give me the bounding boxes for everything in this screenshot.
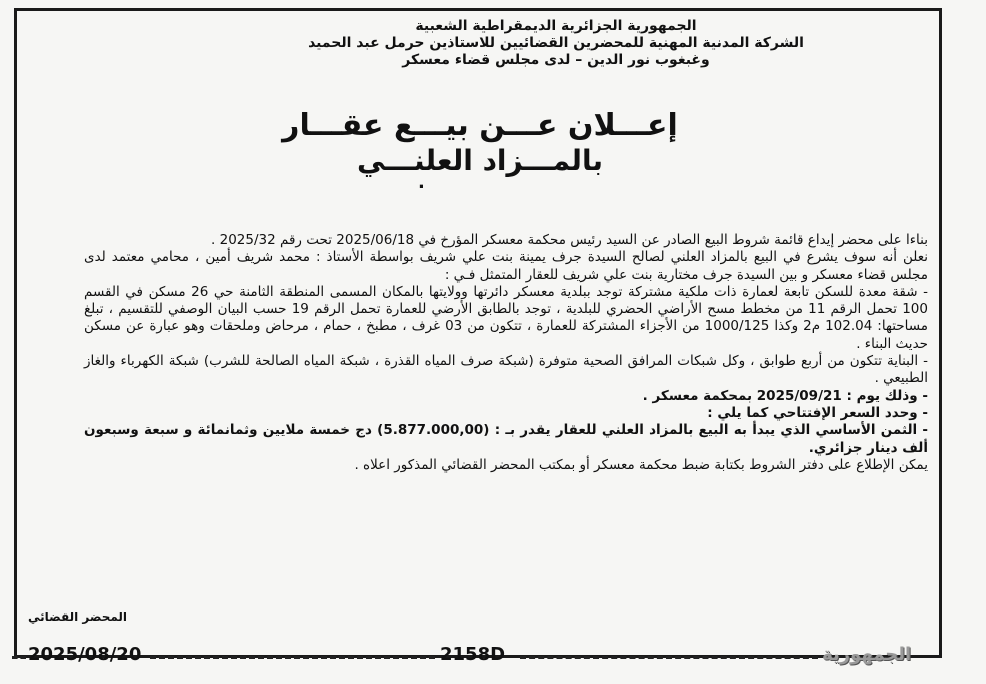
sale-date-line: - وذلك يوم : 2025/09/21 بمحكمة معسكر . bbox=[642, 387, 928, 404]
footer-divider-edge bbox=[12, 656, 26, 659]
body-paragraph-closing: يمكن الإطلاع على دفتر الشروط بكتابة ضبط محكمة معسكر أو بمكتب المحضر القضائي المذكور اعلاه . bbox=[354, 456, 928, 473]
header-line-1: الجمهورية الجزائرية الديمقراطية الشعبية bbox=[415, 18, 697, 34]
body-paragraph-1: بناءا على محضر إيداع قائمة شروط البيع الصادر عن السيد رئيس محكمة معسكر المؤرخ في 2025/06/18 تحت رقم 2025/32 . bbox=[211, 232, 928, 248]
announcement-body bbox=[84, 232, 928, 474]
header-line-3: وغبغوب نور الدين – لدى مجلس قضاء معسكر bbox=[402, 52, 710, 68]
publication-code: 2158D bbox=[440, 644, 506, 665]
footer bbox=[0, 640, 986, 680]
body-paragraph-4: - البناية تتكون من أربع طوابق ، وكل شبكات المرافق الصحية متوفرة (شبكة صرف المياه القذرة ، شبكة المياه الصالحة للشرب) شبكة الكهرباء والغاز الطبيعي . bbox=[84, 353, 928, 387]
footer-divider-right bbox=[520, 656, 818, 659]
opening-price-heading: - وحدد السعر الإفتتاحي كما يلي : bbox=[707, 404, 928, 421]
header bbox=[196, 18, 916, 69]
body-paragraph-2: نعلن أنه سوف يشرع في البيع بالمزاد العلني لصالح السيدة جرف يمينة بنت علي شريف بواسطة الأستاذ : محمد شريف أمين ، محامي معتمد لدى مجلس قضاء معسكر و بين السيدة جرف مختارية بنت علي شريف للعقار المتمثل فـي : bbox=[84, 249, 928, 283]
title-dot: . bbox=[418, 172, 425, 193]
body-paragraph-3: - شقة معدة للسكن تابعة لعمارة ذات ملكية مشتركة توجد ببلدية معسكر دائرتها وولايتها بالمكان المسمى المنطقة الثامنة حي 26 مسكن في القسم 100 تحمل الرقم 11 من مخطط مسح الأراضي الحضري للبلدية ، توجد بالطابق الأرضي للعمارة تحمل الرقم 19 حسب البيان الوصفي للتقسيم ، تبلغ مساحتها: 102.04 م2 وكذا 1000/125 من الأجزاء المشتركة للعمارة ، تتكون من 03 غرف ، مطبخ ، حمام ، مرحاض وملحقات وهو عبارة عن مسكن حديث البناء . bbox=[84, 283, 928, 352]
footer-divider-left bbox=[150, 656, 435, 659]
header-line-2: الشركة المدنية المهنية للمحضرين القضائيين للاستاذين حرمل عبد الحميد bbox=[308, 35, 804, 51]
title-line-1: إعـــلان عـــن بيـــع عقـــار bbox=[282, 108, 678, 143]
newspaper-logo: الجمهورية bbox=[822, 644, 912, 665]
bailiff-signature-label: المحضر القضائي bbox=[28, 610, 128, 624]
base-price-line: - الثمن الأساسي الذي يبدأ به البيع بالمزاد العلني للعقار يقدر بـ : (5.877.000,00) دج خمسة ملايين وثمانمائة و سبعة وسبعون ألف دينار جزائري. bbox=[84, 422, 928, 456]
publication-date: 2025/08/20 bbox=[28, 644, 142, 665]
title-line-2: بالمـــزاد العلنـــي bbox=[357, 144, 603, 177]
